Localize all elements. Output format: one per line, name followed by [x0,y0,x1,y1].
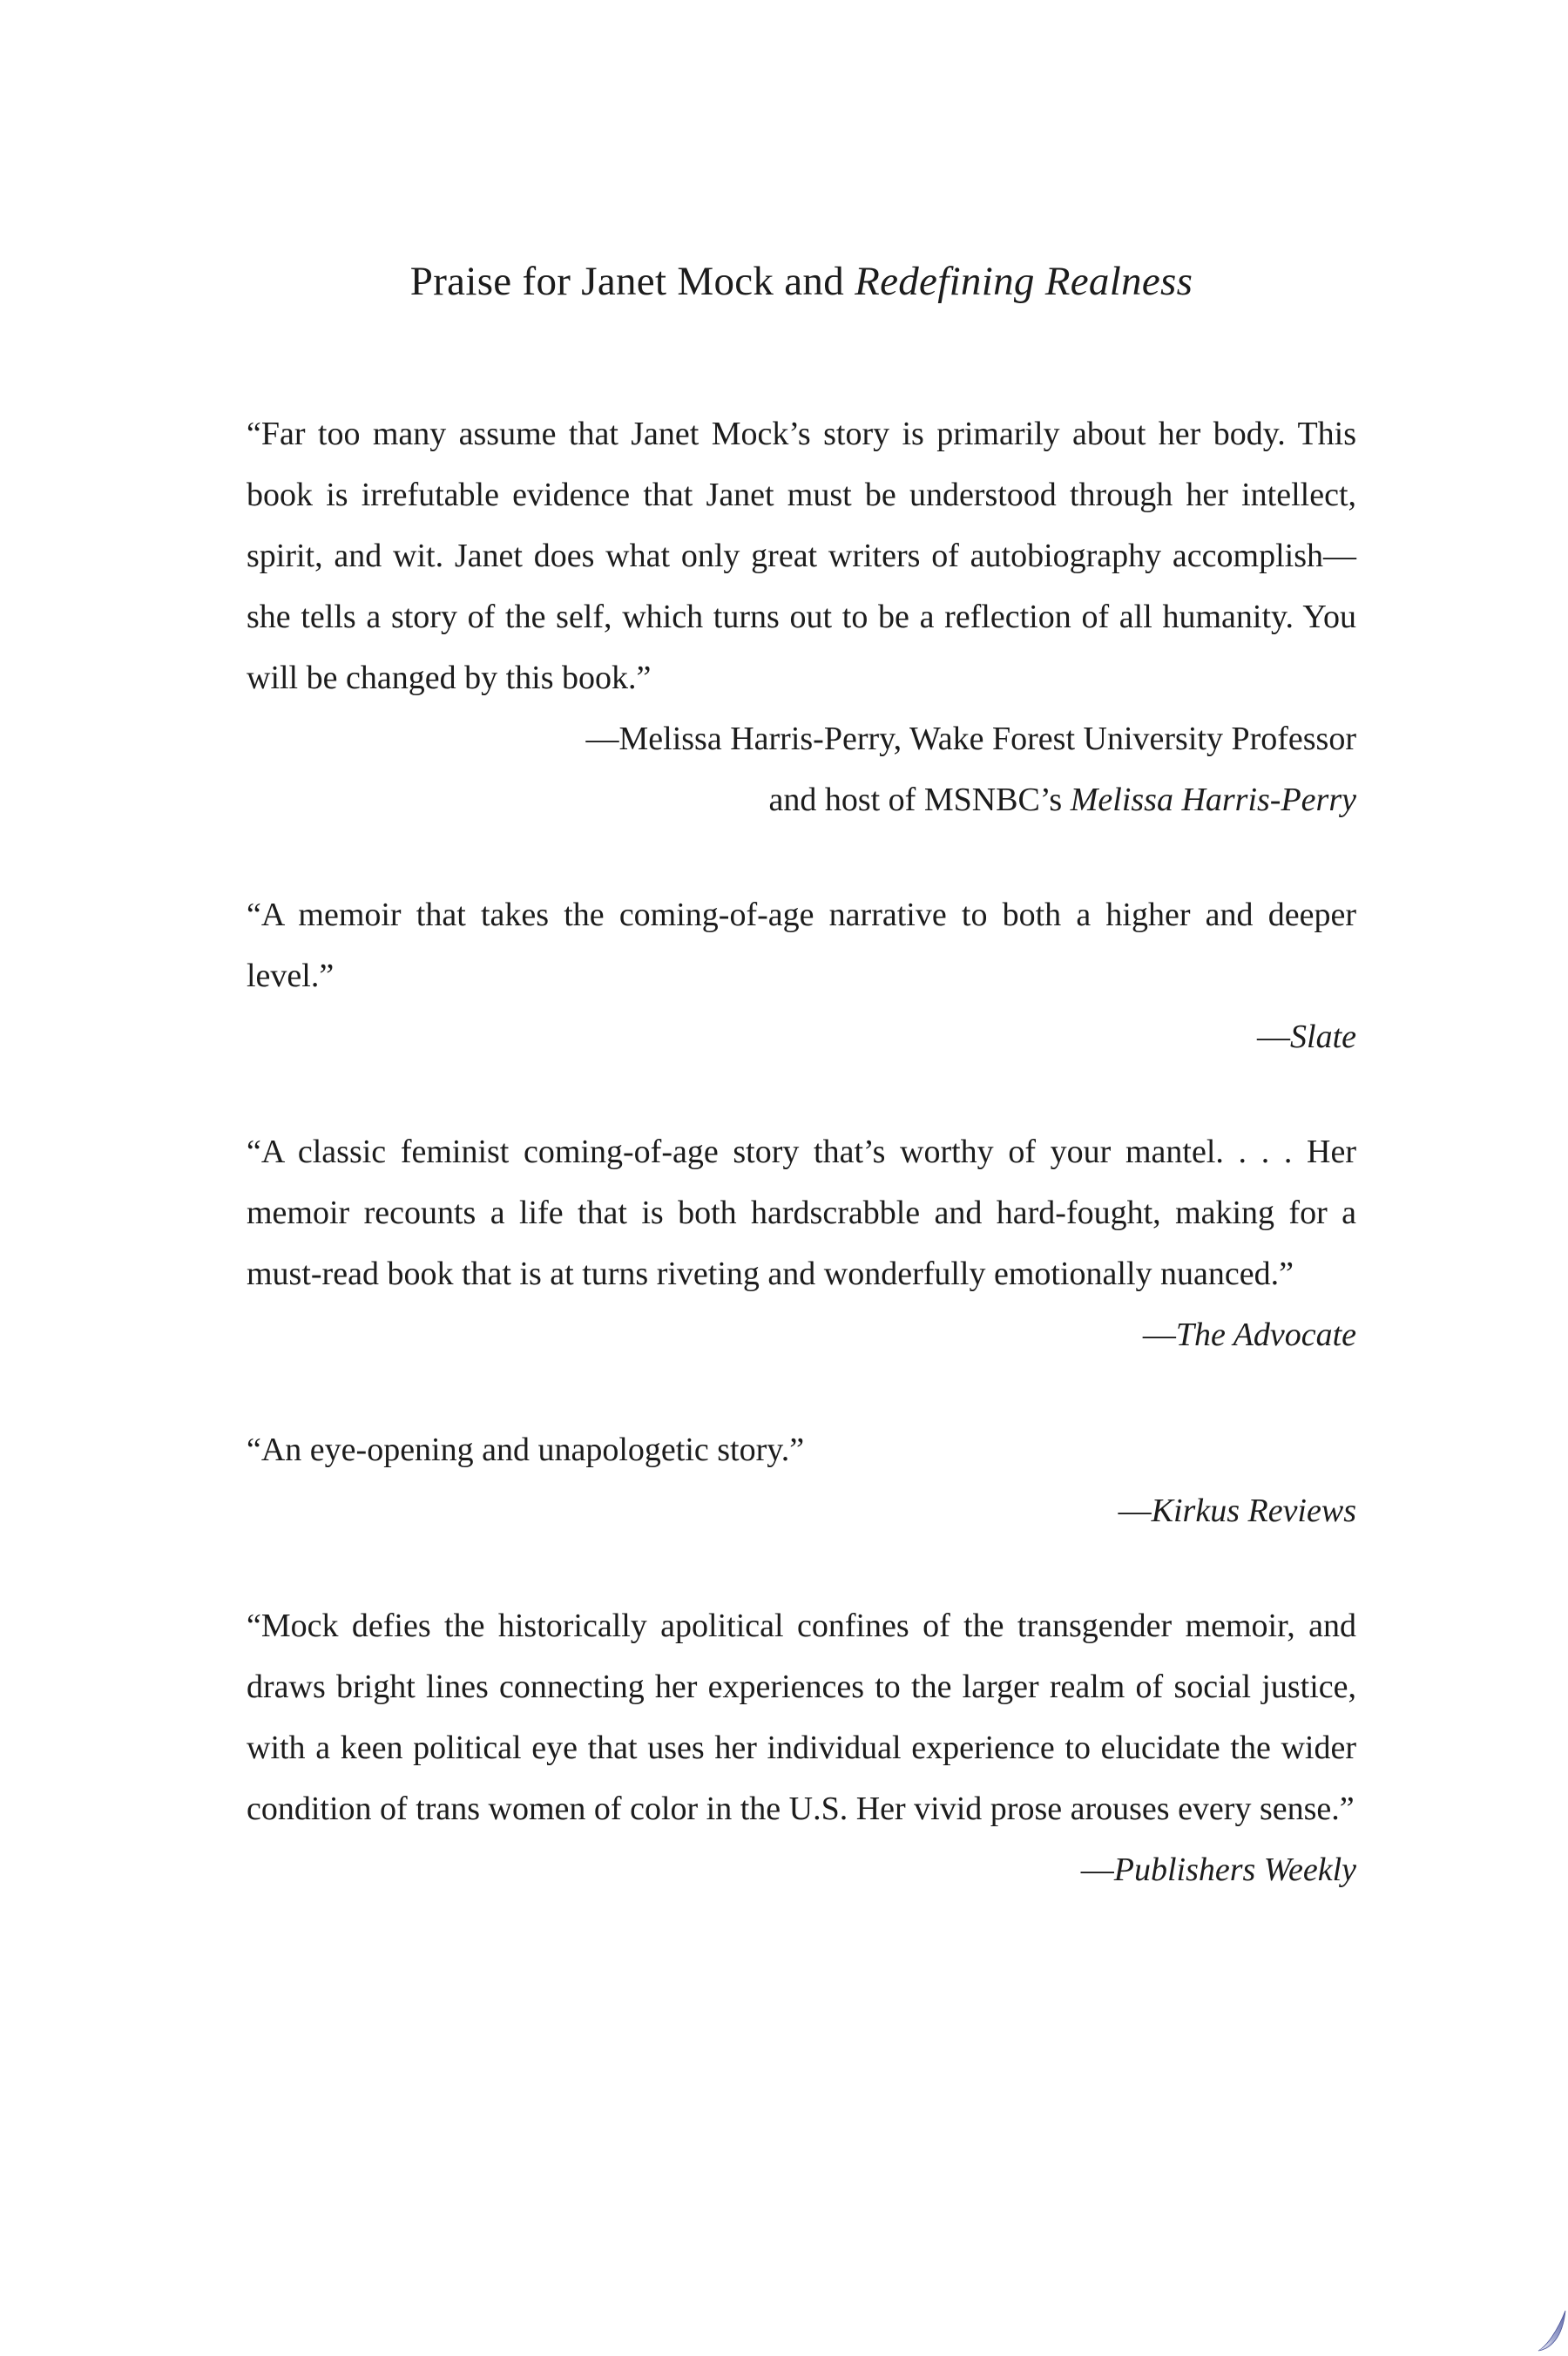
praise-page-content [247,0,1356,1900]
attribution-show-prefix: and host of MSNBC’s [768,782,1071,818]
quote-attribution [247,1006,1356,1067]
quote-attribution [247,1839,1356,1900]
page-title-prefix: Praise for Janet Mock and [409,259,855,304]
attribution-source: The Advocate [1175,1317,1356,1353]
quote-text: “Mock defies the historically apolitical confines of the transgender memoir, and draws bright lines connecting her experiences to the larger realm of social justice, with a keen political eye that uses her individual experience to elucidate the wider condition of trans women of color in the U.S. Her vivid prose arouses every sense.” [247,1608,1356,1827]
quote-attribution [247,1304,1356,1365]
attribution-line [768,782,1356,818]
quote-block [247,1419,1356,1541]
quote-text: “A memoir that takes the coming-of-age narrative to both a higher and deeper level.” [247,897,1356,994]
attribution-dash: — [1257,1019,1291,1055]
attribution-show-name: Melissa Harris-Perry [1070,782,1356,818]
attribution-line: —Melissa Harris-Perry, Wake Forest University Professor [585,721,1356,757]
page-curl-icon[interactable] [1538,2308,1567,2352]
quote-text: “A classic feminist coming-of-age story that’s worthy of your mantel. . . . Her memoir recounts a life that is both hardscrabble and hard-fought, making for a must-read book that is at turns riveting and wonderfully emotionally nuanced.” [247,1134,1356,1292]
attribution-dash: — [1142,1317,1176,1353]
quote-text: “An eye-opening and unapologetic story.” [247,1432,805,1468]
quote-attribution [247,708,1356,830]
attribution-dash: — [1080,1852,1114,1888]
attribution-source: Publishers Weekly [1113,1852,1356,1888]
page-title-book-name: Redefining Realness [855,259,1193,304]
quote-text: “Far too many assume that Janet Mock’s story is primarily about her body. This book is irrefutable evidence that Janet must be understood through her intellect, spirit, and wit. Janet does what only great writers of autobiography accomplish—she tells a story of the self, which turns out to be a reflection of all humanity. You will be changed by this book.” [247,416,1356,696]
attribution-dash: — [1118,1493,1152,1529]
quote-block [247,403,1356,830]
quote-block [247,1595,1356,1900]
quote-attribution [247,1480,1356,1541]
quote-block [247,1121,1356,1365]
attribution-source: Slate [1290,1019,1356,1055]
attribution-source: Kirkus Reviews [1151,1493,1356,1529]
page-title [247,251,1356,312]
quote-block [247,884,1356,1067]
